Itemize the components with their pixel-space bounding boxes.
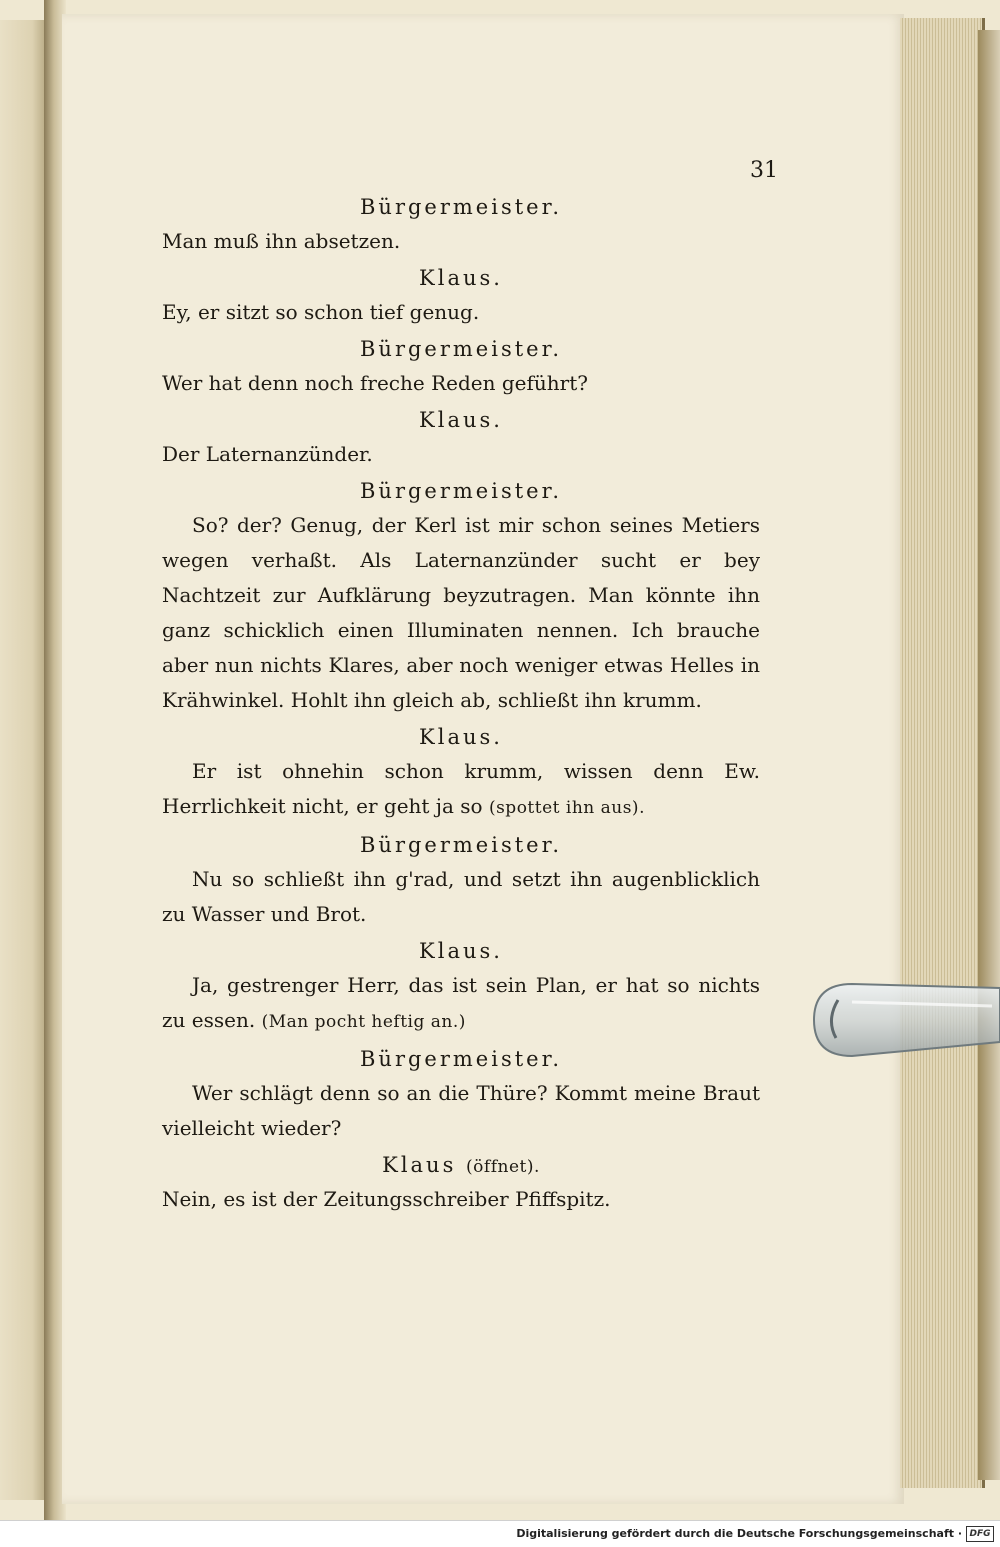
line-text: Klaus.: [419, 266, 503, 290]
speaker-name: [162, 1148, 760, 1182]
speech-paragraph: [162, 968, 760, 1040]
speech-line: [162, 295, 760, 330]
line-text: Klaus.: [419, 725, 503, 749]
line-text: Nu so schließt ihn g'rad, und setzt ihn augenblicklich zu Wasser und Brot.: [162, 867, 760, 926]
line-text: Bürgermeister.: [359, 195, 562, 219]
speaker-name: [162, 1042, 760, 1076]
stage-direction: (öffnet).: [466, 1157, 540, 1177]
speaker-name: [162, 332, 760, 366]
speaker-name: [162, 474, 760, 508]
page-text: [162, 190, 760, 1219]
line-text: Bürgermeister.: [359, 479, 562, 503]
speaker-name: [162, 403, 760, 437]
line-text: Klaus.: [419, 408, 503, 432]
stage-direction: (spottet ihn aus).: [488, 798, 645, 818]
speech-paragraph: [162, 862, 760, 932]
speaker-name: [162, 190, 760, 224]
speech-paragraph: [162, 508, 760, 718]
line-text: Er ist ohnehin schon krumm, wissen denn Ew. Herrlichkeit nicht, er geht ja so: [162, 759, 760, 818]
page-clamp-glass: [812, 972, 1000, 1064]
line-text: Der Laternanzünder.: [162, 442, 373, 466]
page-stack-edges: [900, 18, 985, 1488]
line-text: So? der? Genug, der Kerl ist mir schon seines Metiers wegen verhaßt. Als Laternanzünder sucht er bey Nachtzeit zur Aufklärung beyzutragen. Man könnte ihn ganz schicklich einen Illuminaten nennen. Ich brauche aber nun nichts Klares, aber noch weniger etwas Helles in Krähwinkel. Hohlt ihn gleich ab, schließt ihn krumm.: [162, 513, 760, 712]
line-text: Nein, es ist der Zeitungsschreiber Pfiffspitz.: [162, 1187, 611, 1211]
book-cover-edge: [978, 30, 1000, 1480]
footer-credit: Digitalisierung gefördert durch die Deutsche Forschungsgemeinschaft ·: [516, 1527, 962, 1540]
facing-page-edge: [0, 20, 46, 1500]
footer-bar: [0, 1520, 1000, 1547]
stage-direction: (Man pocht heftig an.): [261, 1012, 466, 1032]
speech-line: [162, 437, 760, 472]
speaker-name: [162, 720, 760, 754]
line-text: Man muß ihn absetzen.: [162, 229, 401, 253]
page-number: 31: [750, 158, 778, 183]
line-text: Bürgermeister.: [359, 337, 562, 361]
speaker-name: [162, 828, 760, 862]
line-text: Ja, gestrenger Herr, das ist sein Plan, er hat so nichts zu essen.: [162, 973, 760, 1032]
line-text: Wer schlägt denn so an die Thüre? Kommt meine Braut vielleicht wieder?: [162, 1081, 760, 1140]
line-text: Bürgermeister.: [359, 833, 562, 857]
line-text: Wer hat denn noch freche Reden geführt?: [162, 371, 588, 395]
speech-paragraph: [162, 754, 760, 826]
speaker-name: [162, 934, 760, 968]
speech-paragraph: [162, 1076, 760, 1146]
speech-line: [162, 1182, 760, 1217]
dfg-logo: DFG: [966, 1526, 994, 1542]
line-text: Ey, er sitzt so schon tief genug.: [162, 300, 480, 324]
speech-line: [162, 366, 760, 401]
line-text: Bürgermeister.: [359, 1047, 562, 1071]
speech-line: [162, 224, 760, 259]
line-text: Klaus.: [419, 939, 503, 963]
line-text: Klaus: [382, 1153, 457, 1177]
speaker-name: [162, 261, 760, 295]
